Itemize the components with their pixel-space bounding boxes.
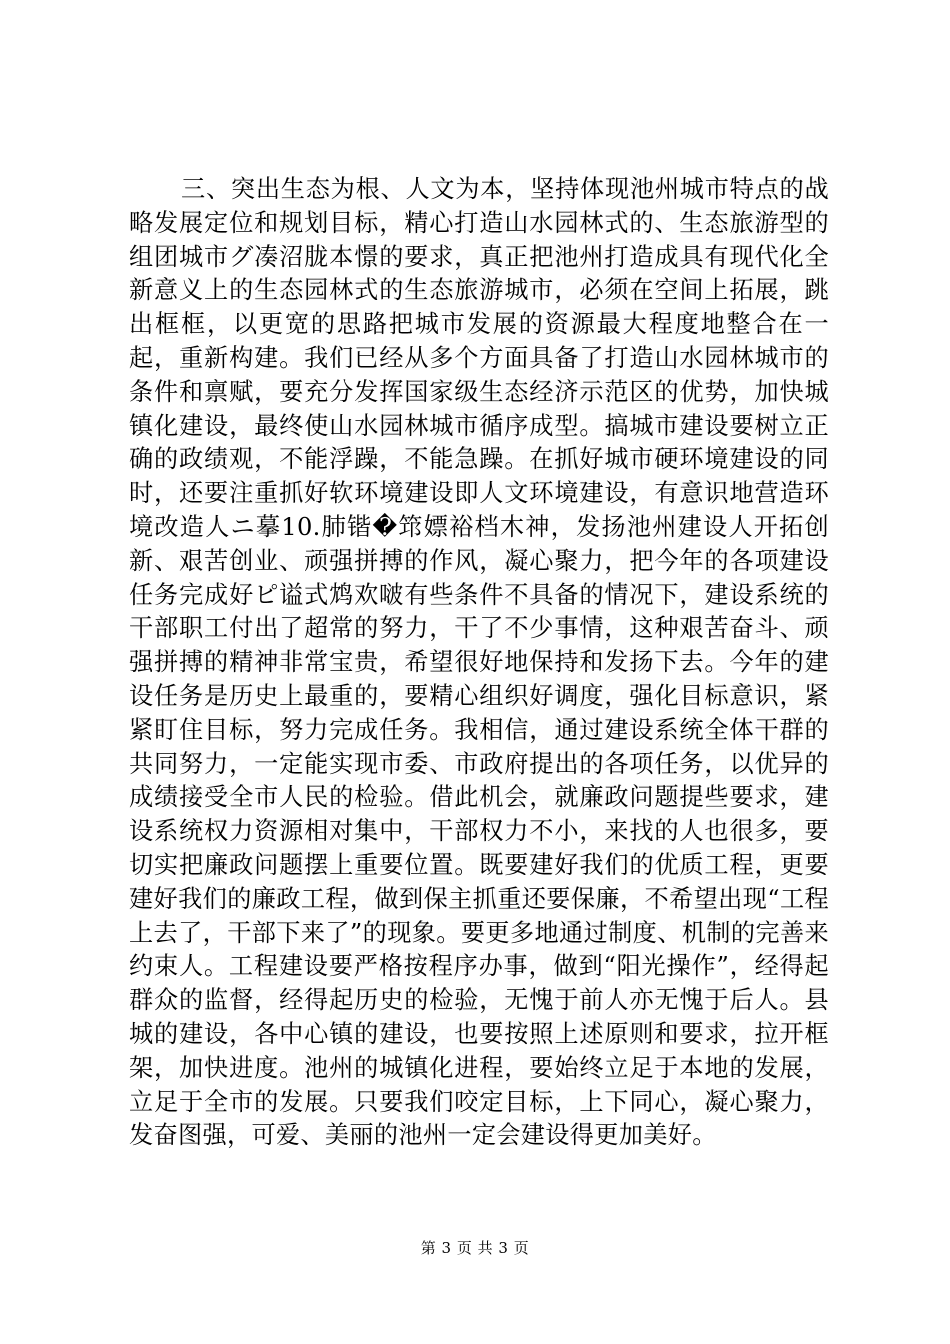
body-paragraph: 三、突出生态为根、人文为本，坚持体现池州城市特点的战略发展定位和规划目标，精心打造山水园林式的、生态旅游型的组团城市グ凑沼胧本憬的要求，真正把池州打造成具有现代化全新意义上的生态园林式的生态旅游城市，必须在空间上拓展，跳出框框，以更宽的思路把城市发展的资源最大程度地整合在一起，重新构建。我们已经从多个方面具备了打造山水园林城市的条件和禀赋，要充分发挥国家级生态经济示范区的优势，加快城镇化建设，最终使山水园林城市循序成型。搞城市建设要树立正确的政绩观，不能浮躁，不能急躁。在抓好城市硬环境建设的同时，还要注重抓好软环境建设即人文环境建设，有意识地营造环境改造人ニ摹10.肺锴�筇嫖裕档木神，发扬池州建设人开拓创新、艰苦创业、顽强拼搏的作风，凝心聚力，把今年的各项建设任务完成好ピ谥式鸩欢啵有些条件不具备的情况下，建设系统的干部职工付出了超常的努力，干了不少事情，这种艰苦奋斗、顽强拼搏的精神非常宝贵，希望很好地保持和发扬下去。今年的建设任务是历史上最重的，要精心组织好调度，强化目标意识，紧紧盯住目标，努力完成任务。我相信，通过建设系统全体干群的共同努力，一定能实现市委、市政府提出的各项任务，以优异的成绩接受全市人民的检验。借此机会，就廉政问题提些要求，建设系统权力资源相对集中，干部权力不小，来找的人也很多，要切实把廉政问题摆上重要位置。既要建好我们的优质工程，更要建好我们的廉政工程，做到保主抓重还要保廉，不希望出现“工程上去了，干部下来了”的现象。要更多地通过制度、机制的完善来约束人。工程建设要严格按程序办事，做到“阳光操作”，经得起群众的监督，经得起历史的检验，无愧于前人亦无愧于后人。县城的建设，各中心镇的建设，也要按照上述原则和要求，拉开框架，加快进度。池州的城镇化进程，要始终立足于本地的发展，立足于全市的发展。只要我们咬定目标，上下同心，凝心聚力，发奋图强，可爱、美丽的池州一定会建设得更加美好。 [129,175,829,1150]
page-number-footer: 第 3 页 共 3 页 [420,1239,530,1257]
